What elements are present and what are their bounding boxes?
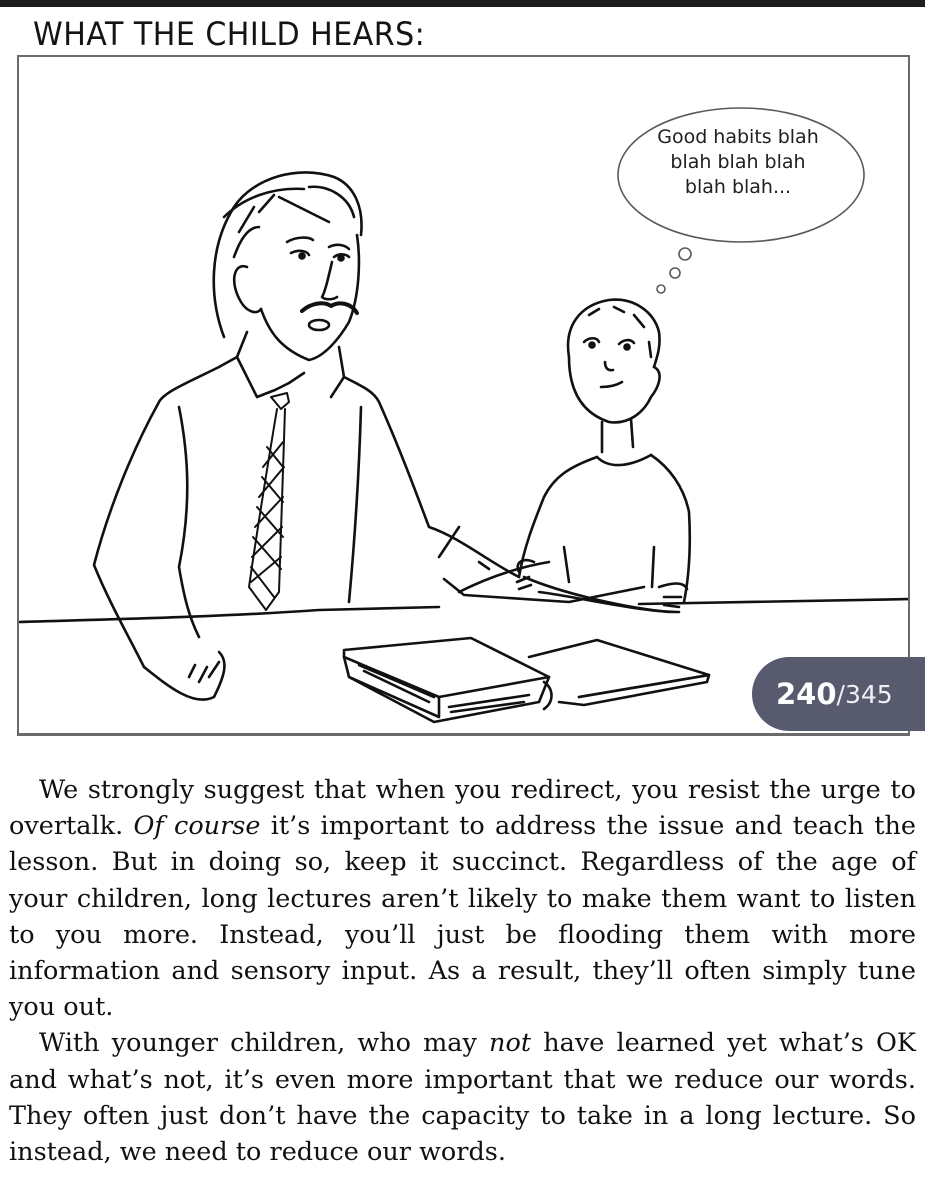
text-run: We strongly suggest that when you redirect, you resist the urge to overtalk. (9, 775, 916, 842)
total-pages: 345 (844, 679, 893, 709)
page-indicator[interactable] (752, 657, 925, 731)
body-text (9, 772, 916, 1170)
checkered-tie-icon (249, 393, 289, 610)
text-run: have learned yet what’s OK and what’s not, it’s even more important that we reduce our words. They often just don’t have the capacity to take in a long lecture. So instead, we need to reduce our words. (9, 1028, 916, 1168)
current-page: 240 (776, 677, 837, 711)
father-figure (94, 172, 519, 699)
panel-caption: WHAT THE CHILD HEARS: (33, 15, 426, 53)
page-separator: / (836, 679, 845, 709)
text-run: With younger children, who may (39, 1028, 490, 1059)
thought-line: Good habits blah (657, 126, 819, 148)
paragraph (9, 772, 916, 1025)
book-icon (344, 638, 552, 722)
illustration-panel (17, 55, 910, 736)
italic-run: Of course (133, 811, 261, 842)
papers-icon (529, 640, 709, 705)
thought-line: blah blah... (684, 176, 792, 198)
boy-figure (517, 300, 690, 612)
text-run: it’s important to address the issue and teach the lesson. But in doing so, keep it succinct. Regardless of the age of your children, long lectures aren’t likely to make them want to listen to you more. Instead, you’ll just be flooding them with more information and sensory input. As a result, they’ll often simply tune you out. (9, 811, 917, 1023)
paragraph (9, 1025, 916, 1170)
italic-run: not (489, 1028, 532, 1059)
top-rule (0, 0, 925, 7)
thought-bubble-text (627, 125, 849, 200)
thought-line: blah blah blah (670, 151, 806, 173)
